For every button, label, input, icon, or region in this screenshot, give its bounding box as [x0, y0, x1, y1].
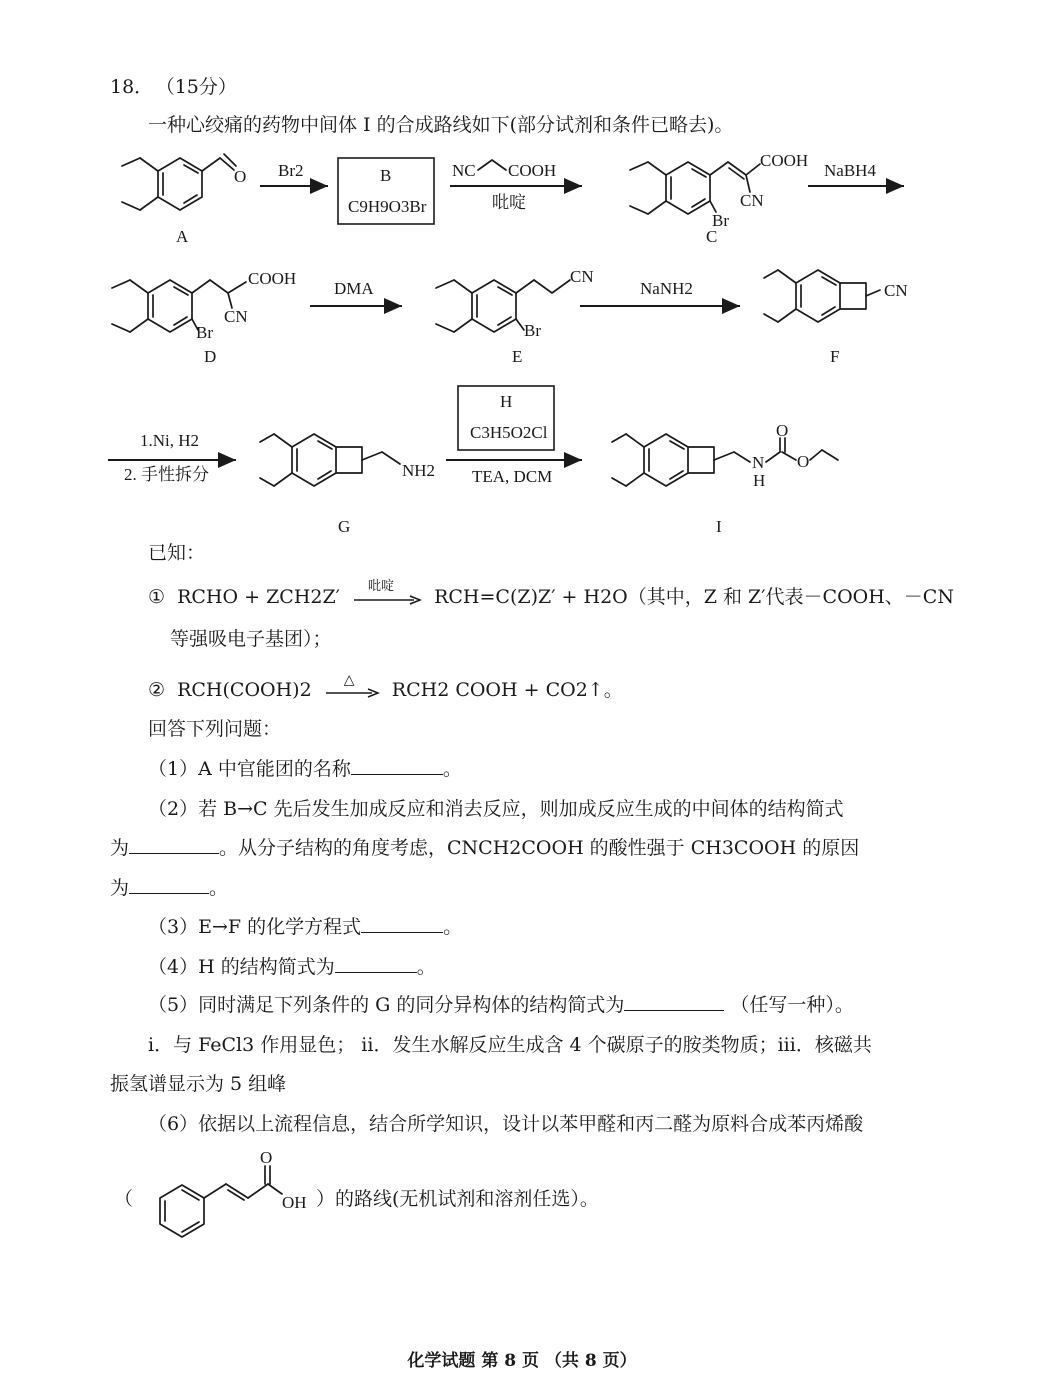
- known-r2-num: ②: [148, 679, 166, 701]
- reagent-br2: Br2: [278, 161, 304, 180]
- known-reaction-2: [148, 672, 623, 703]
- cinnamic-acid-svg: [134, 1148, 324, 1248]
- known-reaction-1: [148, 579, 954, 610]
- molecule-d: [112, 269, 296, 366]
- label-c: C: [706, 227, 718, 246]
- q2-c2: 。: [209, 877, 229, 899]
- synthesis-scheme: [100, 140, 930, 540]
- e-br: Br: [524, 321, 541, 340]
- q5-conditions-2: 振氢谱显示为 5 组峰: [110, 1073, 287, 1095]
- known-r1-num: ①: [148, 586, 166, 608]
- q5-conditions-1: i．与 FeCl3 作用显色； ii．发生水解反应生成含 4 个碳原子的胺类物质；iii．核磁共: [148, 1034, 872, 1056]
- q6-carbonyl-o: O: [260, 1148, 273, 1167]
- d-cooh: COOH: [248, 269, 297, 288]
- f-cn: CN: [884, 281, 908, 300]
- q2-b1: 为: [110, 837, 130, 859]
- q1-blank[interactable]: [351, 756, 443, 775]
- label-b: B: [380, 166, 392, 185]
- reagent-tea-dcm: TEA, DCM: [472, 467, 553, 486]
- i-carbonyl-o: O: [776, 421, 789, 440]
- question-header: [110, 74, 237, 100]
- q5-end: （任写一种）。: [730, 994, 854, 1016]
- formula-h: C3H5O2Cl: [470, 423, 548, 442]
- c-br: Br: [712, 211, 729, 230]
- page-footer: 化学试题 第 8 页 （共 8 页）: [407, 1351, 637, 1371]
- q2-blank-1[interactable]: [129, 835, 219, 854]
- cinnamic-acid-structure: [134, 1148, 324, 1248]
- known-r2-cond: △: [343, 672, 355, 688]
- label-g: G: [338, 517, 351, 536]
- known-r2-left: RCH(COOH)2: [177, 679, 312, 701]
- q6-open-paren: （: [114, 1188, 134, 1210]
- question-6a: （6）依据以上流程信息，结合所学知识，设计以苯甲醛和丙二醛为原料合成苯丙烯酸: [148, 1113, 864, 1135]
- known-heading: 已知：: [148, 542, 206, 564]
- i-n: N: [752, 453, 765, 472]
- label-i: I: [716, 517, 722, 536]
- reagent-pyridine-1: 吡啶: [492, 193, 526, 212]
- molecule-c: [630, 151, 808, 246]
- label-a: A: [176, 227, 189, 246]
- reagent-step1: 1.Ni, H2: [140, 431, 200, 450]
- q3-text: （3）E→F 的化学方程式: [148, 916, 362, 938]
- c-cn: CN: [740, 191, 764, 210]
- known-r1-cont: 等强吸电子基团）；: [170, 628, 332, 650]
- molecule-g: [260, 434, 435, 536]
- q4-text: （4）H 的结构简式为: [148, 956, 335, 978]
- known-r1-left: RCHO + ZCH2Z′: [177, 586, 340, 608]
- question-2b: [110, 835, 859, 861]
- q3-end: 。: [443, 916, 463, 938]
- formula-b: C9H9O3Br: [348, 197, 427, 216]
- known-r1-arrow: [352, 579, 422, 608]
- synthesis-scheme-svg: [100, 140, 930, 540]
- label-d: D: [204, 347, 217, 366]
- question-score: （15分）: [165, 76, 237, 98]
- molecule-e: [436, 267, 594, 366]
- label-e: E: [512, 347, 523, 366]
- question-1: [148, 756, 462, 782]
- q3-blank[interactable]: [361, 914, 443, 933]
- reagent-nabh4: NaBH4: [824, 161, 876, 180]
- c-cooh: COOH: [760, 151, 809, 170]
- q6-close: ）的路线(无机试剂和溶剂任选）。: [316, 1188, 599, 1210]
- q2-b2: 。从分子结构的角度考虑，CNCH2COOH 的酸性强于 CH3COOH 的原因: [219, 837, 860, 859]
- reagent-cooh: COOH: [508, 161, 557, 180]
- molecule-a: [122, 154, 246, 246]
- question-intro: 一种心绞痛的药物中间体 I 的合成路线如下(部分试剂和条件已略去)。: [148, 114, 734, 136]
- q6-oh: OH: [282, 1193, 307, 1212]
- d-br: Br: [196, 323, 213, 342]
- i-h: H: [753, 471, 766, 490]
- known-r2-right: RCH2 COOH + CO2↑。: [391, 679, 623, 701]
- molecule-i: [612, 421, 838, 536]
- question-number: 18．: [110, 76, 154, 98]
- q2-blank-2[interactable]: [129, 875, 209, 894]
- e-cn: CN: [570, 267, 594, 286]
- q2-c1: 为: [110, 877, 130, 899]
- q1-text: （1）A 中官能团的名称: [148, 758, 351, 780]
- q5-text: （5）同时满足下列条件的 G 的同分异构体的结构简式为: [148, 994, 625, 1016]
- known-r1-right: RCH=C(Z)Z′ + H2O（其中，Z 和 Z′代表－COOH、－CN: [434, 586, 954, 608]
- known-r1-cond: 吡啶: [368, 579, 395, 594]
- molecule-f: [764, 270, 908, 366]
- known-r2-arrow: [324, 672, 380, 701]
- label-h: H: [500, 392, 513, 411]
- d-cn: CN: [224, 307, 248, 326]
- reagent-nc: NC: [452, 161, 476, 180]
- questions-heading: 回答下列问题：: [148, 718, 282, 740]
- q1-end: 。: [442, 758, 462, 780]
- reagent-dma: DMA: [334, 279, 374, 298]
- i-ester-o: O: [797, 452, 810, 471]
- question-5: [148, 992, 854, 1018]
- q4-end: 。: [416, 956, 436, 978]
- svg-text:O: O: [234, 167, 247, 186]
- reagent-step2: 2. 手性拆分: [124, 465, 209, 484]
- q4-blank[interactable]: [335, 954, 417, 973]
- label-f: F: [830, 347, 840, 366]
- question-3: [148, 914, 462, 940]
- reagent-nanh2: NaNH2: [640, 279, 693, 298]
- question-4: [148, 954, 436, 980]
- g-nh2: NH2: [402, 461, 436, 480]
- question-2c: [110, 875, 228, 901]
- question-2a: （2）若 B→C 先后发生加成反应和消去反应，则加成反应生成的中间体的结构简式: [148, 798, 844, 820]
- q5-blank[interactable]: [624, 992, 724, 1011]
